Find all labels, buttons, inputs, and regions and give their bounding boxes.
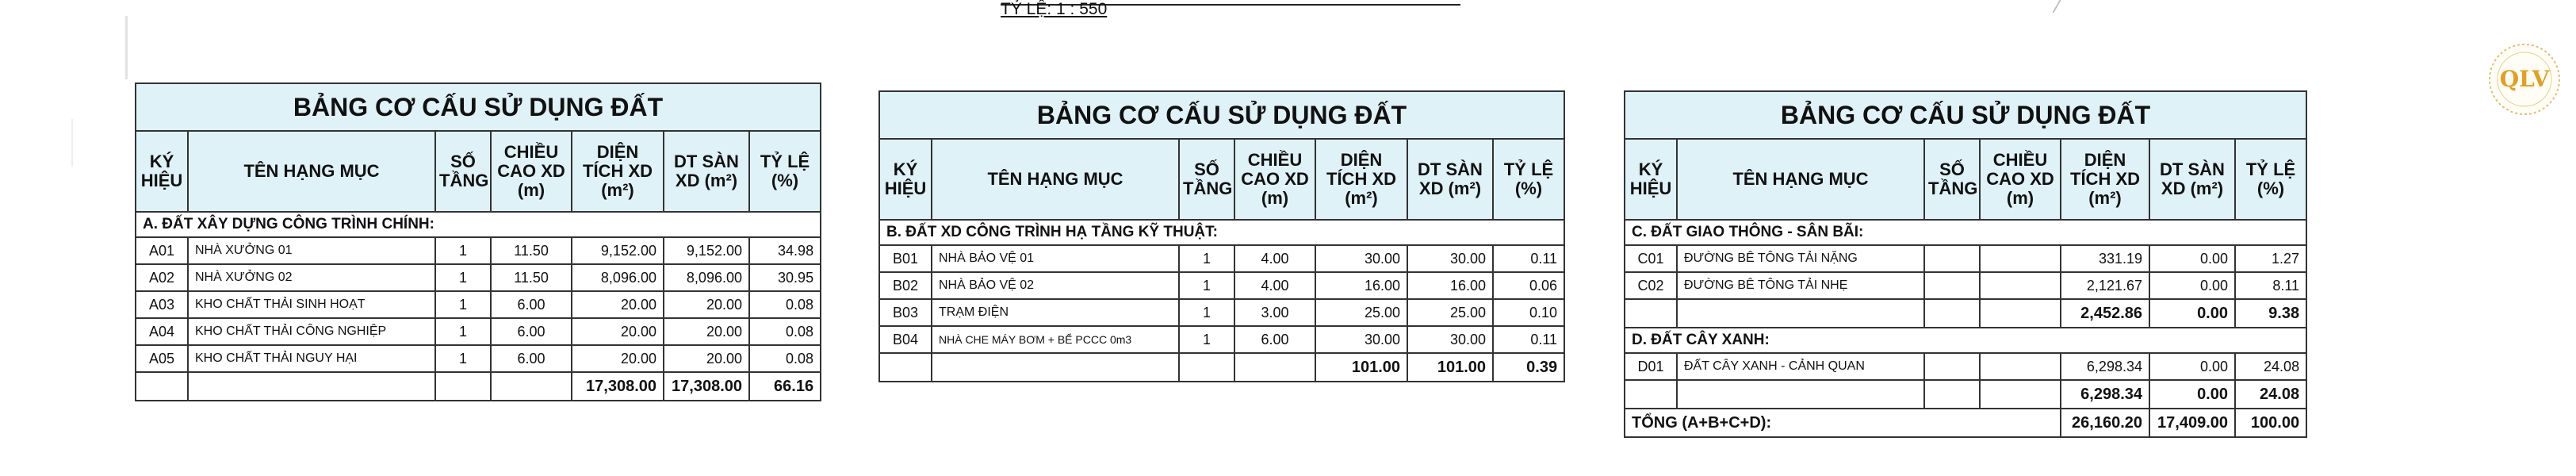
cell-ratio: 0.08 [749,345,821,372]
cell-floor-area: 30.00 [1407,326,1493,353]
subtotal-floor-area: 101.00 [1407,353,1493,382]
subtotal-ratio: 24.08 [2235,380,2306,409]
section-heading: B. ĐẤT XD CÔNG TRÌNH HẠ TẦNG KỸ THUẬT: [879,220,1564,245]
table-row [1625,353,2306,380]
cell-height: 6.00 [491,318,572,345]
cell-height: 3.00 [1234,299,1315,326]
subtotal-floor-area: 17,308.00 [664,372,749,401]
cell-name: NHÀ XƯỞNG 02 [188,264,435,291]
cell-floors: 1 [435,318,491,345]
subtotal-row [136,372,821,401]
grand-total-area: 26,160.20 [2061,409,2149,437]
cell-code: A04 [136,318,188,345]
table-row [1625,272,2306,299]
cell-code: C02 [1625,272,1677,299]
cell-name: NHÀ BẢO VỆ 02 [932,272,1179,299]
cell-area: 331.19 [2061,245,2149,272]
fold-line [71,119,73,167]
table-title: BẢNG CƠ CẤU SỬ DỤNG ĐẤT [136,83,821,131]
grand-total-ratio: 100.00 [2235,409,2306,437]
empty-cell [435,372,491,401]
cell-ratio: 34.98 [749,237,821,264]
scale-label: TỶ LỆ: 1 : 550 [1001,0,1108,18]
land-use-table-b [878,90,1565,382]
col-ratio: TỶ LỆ (%) [1493,139,1564,220]
cell-area: 16.00 [1315,272,1407,299]
empty-cell [1924,299,1980,328]
col-height: CHIỀU CAO XD (m) [491,131,572,212]
cell-height: 4.00 [1234,272,1315,299]
table-row [879,245,1564,272]
cell-floors: 1 [1179,299,1234,326]
cell-area: 6,298.34 [2061,353,2149,380]
subtotal-row [1625,299,2306,328]
empty-cell [1625,299,1677,328]
empty-cell [1980,299,2061,328]
cell-area: 2,121.67 [2061,272,2149,299]
table-row [879,326,1564,353]
col-name: TÊN HẠNG MỤC [1677,139,1924,220]
section-heading: C. ĐẤT GIAO THÔNG - SÂN BÃI: [1625,220,2306,245]
table-row [136,237,821,264]
empty-cell [1625,380,1677,409]
cell-name: KHO CHẤT THẢI NGUY HẠI [188,345,435,372]
subtotal-area: 17,308.00 [572,372,664,401]
cell-floors: 1 [1179,245,1234,272]
empty-cell [491,372,572,401]
subtotal-area: 2,452.86 [2061,299,2149,328]
col-floors: SỐ TẦNG [1179,139,1234,220]
empty-cell [1924,380,1980,409]
grand-total-label: TỔNG (A+B+C+D): [1625,409,2061,437]
cell-ratio: 8.11 [2235,272,2306,299]
section-heading: A. ĐẤT XÂY DỰNG CÔNG TRÌNH CHÍNH: [136,212,821,237]
section-heading: D. ĐẤT CÂY XANH: [1625,328,2306,353]
cell-area: 20.00 [572,291,664,318]
cell-floors: 1 [435,237,491,264]
empty-cell [1234,353,1315,382]
cell-height: 6.00 [491,291,572,318]
col-floor-area: DT SÀN XD (m²) [1407,139,1493,220]
cell-height: 6.00 [491,345,572,372]
cell-code: D01 [1625,353,1677,380]
cell-code: A01 [136,237,188,264]
cell-floors: 1 [435,264,491,291]
cell-floors: 1 [1179,326,1234,353]
cell-floor-area: 16.00 [1407,272,1493,299]
table-row [879,299,1564,326]
cell-ratio: 0.06 [1493,272,1564,299]
cell-height: 6.00 [1234,326,1315,353]
col-code: KÝ HIỆU [1625,139,1677,220]
cell-name: NHÀ XƯỞNG 01 [188,237,435,264]
col-floor-area: DT SÀN XD (m²) [664,131,749,212]
cell-floors: 1 [435,345,491,372]
cell-ratio: 30.95 [749,264,821,291]
cell-floor-area: 20.00 [664,318,749,345]
empty-cell [1980,380,2061,409]
cell-floors [1924,353,1980,380]
col-area: DIỆN TÍCH XD (m²) [572,131,664,212]
land-use-table-cd [1624,90,2307,438]
logo-text: QLV [2499,66,2550,92]
cell-ratio: 0.11 [1493,245,1564,272]
cell-area: 20.00 [572,345,664,372]
empty-cell [1677,299,1924,328]
col-area: DIỆN TÍCH XD (m²) [2061,139,2149,220]
cell-floors [1924,272,1980,299]
col-height: CHIỀU CAO XD (m) [1980,139,2061,220]
col-floor-area: DT SÀN XD (m²) [2149,139,2235,220]
fold-line [125,16,128,79]
land-use-table-a [135,83,821,401]
cell-name: ĐƯỜNG BÊ TÔNG TẢI NẶNG [1677,245,1924,272]
cell-floors: 1 [435,291,491,318]
cell-name: ĐƯỜNG BÊ TÔNG TẢI NHẸ [1677,272,1924,299]
cell-ratio: 0.10 [1493,299,1564,326]
subtotal-ratio: 66.16 [749,372,821,401]
cell-height [1980,245,2061,272]
cell-floor-area: 0.00 [2149,353,2235,380]
cell-code: C01 [1625,245,1677,272]
cell-code: A02 [136,264,188,291]
table-row [879,272,1564,299]
cell-height: 4.00 [1234,245,1315,272]
cell-ratio: 0.08 [749,318,821,345]
empty-cell [932,353,1179,382]
cell-name: KHO CHẤT THẢI CÔNG NGHIỆP [188,318,435,345]
empty-cell [136,372,188,401]
cell-floor-area: 20.00 [664,345,749,372]
cell-area: 25.00 [1315,299,1407,326]
cell-ratio: 0.08 [749,291,821,318]
cell-name: NHÀ BẢO VỆ 01 [932,245,1179,272]
cell-floor-area: 9,152.00 [664,237,749,264]
subtotal-ratio: 0.39 [1493,353,1564,382]
table-row [136,291,821,318]
cell-floor-area: 0.00 [2149,245,2235,272]
table-row [136,264,821,291]
empty-cell [1677,380,1924,409]
cell-height [1980,353,2061,380]
cell-floors: 1 [1179,272,1234,299]
cell-ratio: 24.08 [2235,353,2306,380]
col-ratio: TỶ LỆ (%) [2235,139,2306,220]
subtotal-row [1625,380,2306,409]
col-floors: SỐ TẦNG [1924,139,1980,220]
cell-area: 20.00 [572,318,664,345]
cell-code: A05 [136,345,188,372]
cell-area: 30.00 [1315,245,1407,272]
col-area: DIỆN TÍCH XD (m²) [1315,139,1407,220]
subtotal-floor-area: 0.00 [2149,299,2235,328]
col-code: KÝ HIỆU [879,139,932,220]
cell-code: B04 [879,326,932,353]
subtotal-row [879,353,1564,382]
cell-ratio: 0.11 [1493,326,1564,353]
cell-name: ĐẤT CÂY XANH - CẢNH QUAN [1677,353,1924,380]
empty-cell [1179,353,1234,382]
cell-floor-area: 25.00 [1407,299,1493,326]
col-name: TÊN HẠNG MỤC [188,131,435,212]
cell-name: KHO CHẤT THẢI SINH HOẠT [188,291,435,318]
cell-code: B02 [879,272,932,299]
table-row [136,318,821,345]
edge-mark [2038,0,2061,13]
grand-total-floor-area: 17,409.00 [2149,409,2235,437]
cell-height: 11.50 [491,237,572,264]
cell-floor-area: 20.00 [664,291,749,318]
cell-area: 8,096.00 [572,264,664,291]
subtotal-floor-area: 0.00 [2149,380,2235,409]
cell-area: 30.00 [1315,326,1407,353]
cell-area: 9,152.00 [572,237,664,264]
subtotal-ratio: 9.38 [2235,299,2306,328]
cell-floor-area: 30.00 [1407,245,1493,272]
table-row [1625,245,2306,272]
cell-ratio: 1.27 [2235,245,2306,272]
qlv-logo [2486,41,2563,117]
cell-floor-area: 8,096.00 [664,264,749,291]
grand-total-row [1625,409,2306,437]
col-name: TÊN HẠNG MỤC [932,139,1179,220]
empty-cell [188,372,435,401]
empty-cell [879,353,932,382]
col-floors: SỐ TẦNG [435,131,491,212]
cell-name: NHÀ CHE MÁY BƠM + BỂ PCCC 0m3 [932,326,1179,353]
table-title: BẢNG CƠ CẤU SỬ DỤNG ĐẤT [879,91,1564,139]
cell-code: B03 [879,299,932,326]
cell-height [1980,272,2061,299]
cell-name: TRẠM ĐIỆN [932,299,1179,326]
cell-floors [1924,245,1980,272]
table-row [136,345,821,372]
cell-code: A03 [136,291,188,318]
subtotal-area: 101.00 [1315,353,1407,382]
table-title: BẢNG CƠ CẤU SỬ DỤNG ĐẤT [1625,91,2306,139]
col-code: KÝ HIỆU [136,131,188,212]
cell-floor-area: 0.00 [2149,272,2235,299]
col-height: CHIỀU CAO XD (m) [1234,139,1315,220]
subtotal-area: 6,298.34 [2061,380,2149,409]
col-ratio: TỶ LỆ (%) [749,131,821,212]
cell-height: 11.50 [491,264,572,291]
cell-code: B01 [879,245,932,272]
